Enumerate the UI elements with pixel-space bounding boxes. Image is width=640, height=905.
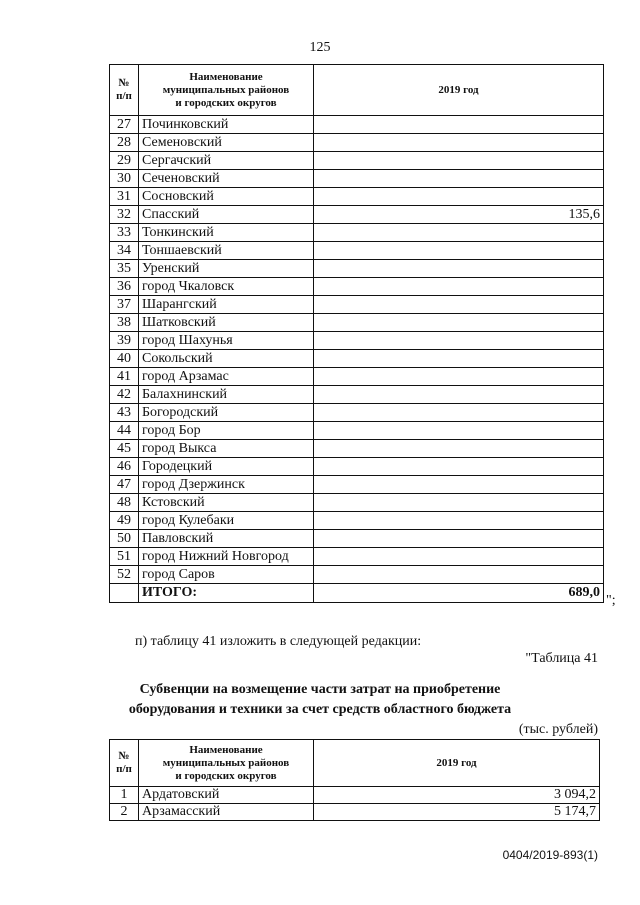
row-value <box>314 440 604 458</box>
municipality-name: Починковский <box>139 116 314 134</box>
municipality-name: Ардатовский <box>139 787 314 804</box>
row-number: 35 <box>110 260 139 278</box>
row-number: 1 <box>110 787 139 804</box>
municipality-name: Шатковский <box>139 314 314 332</box>
municipality-name: Сеченовский <box>139 170 314 188</box>
municipality-name: город Дзержинск <box>139 476 314 494</box>
municipality-name: Сосновский <box>139 188 314 206</box>
column-header-name: Наименование муниципальных районов и городских округов <box>139 740 314 787</box>
row-number: 27 <box>110 116 139 134</box>
row-value <box>314 368 604 386</box>
table-row <box>110 386 604 404</box>
table-row <box>110 170 604 188</box>
row-value <box>314 278 604 296</box>
row-number: 40 <box>110 350 139 368</box>
row-value <box>314 242 604 260</box>
row-number: 48 <box>110 494 139 512</box>
row-number: 51 <box>110 548 139 566</box>
table-row <box>110 422 604 440</box>
municipality-name: город Кулебаки <box>139 512 314 530</box>
row-value: 3 094,2 <box>314 787 600 804</box>
row-value <box>314 494 604 512</box>
column-header-year: 2019 год <box>314 65 604 116</box>
municipality-name: Спасский <box>139 206 314 224</box>
table-row <box>110 368 604 386</box>
row-value <box>314 188 604 206</box>
municipality-name: Сокольский <box>139 350 314 368</box>
row-number: 42 <box>110 386 139 404</box>
row-number: 44 <box>110 422 139 440</box>
table-label: "Таблица 41 <box>525 651 598 666</box>
row-number: 39 <box>110 332 139 350</box>
page-number: 125 <box>309 40 331 55</box>
table-row <box>110 188 604 206</box>
total-label: ИТОГО: <box>139 584 314 603</box>
column-header-name: Наименование муниципальных районов и городских округов <box>139 65 314 116</box>
table-row <box>110 134 604 152</box>
subsidy-table-continued <box>109 64 604 603</box>
table-title-line-1: Субвенции на возмещение части затрат на приобретение <box>139 682 501 697</box>
municipality-name: Уренский <box>139 260 314 278</box>
table-row <box>110 278 604 296</box>
table-title-line-2: оборудования и техники за счет средств областного бюджета <box>128 702 512 717</box>
column-header-year: 2019 год <box>314 740 600 787</box>
municipality-name: Городецкий <box>139 458 314 476</box>
row-number: 29 <box>110 152 139 170</box>
row-value <box>314 458 604 476</box>
municipality-name: Кстовский <box>139 494 314 512</box>
municipality-name: город Арзамас <box>139 368 314 386</box>
row-value <box>314 350 604 368</box>
document-code: 0404/2019-893(1) <box>502 848 598 862</box>
total-row <box>110 584 604 603</box>
closing-quote: "; <box>606 593 616 608</box>
row-number: 43 <box>110 404 139 422</box>
row-value <box>314 476 604 494</box>
row-number: 37 <box>110 296 139 314</box>
table-row <box>110 804 600 821</box>
row-number: 49 <box>110 512 139 530</box>
municipality-name: Богородский <box>139 404 314 422</box>
row-number: 30 <box>110 170 139 188</box>
row-value <box>314 386 604 404</box>
municipality-name: Шарангский <box>139 296 314 314</box>
table-row <box>110 566 604 584</box>
amendment-paragraph: п) таблицу 41 изложить в следующей редакции: <box>135 634 422 649</box>
row-number: 38 <box>110 314 139 332</box>
row-value <box>314 116 604 134</box>
municipality-name: город Саров <box>139 566 314 584</box>
row-number: 36 <box>110 278 139 296</box>
municipality-name: Семеновский <box>139 134 314 152</box>
table-row <box>110 440 604 458</box>
municipality-name: Сергачский <box>139 152 314 170</box>
municipality-name: город Нижний Новгород <box>139 548 314 566</box>
table-row <box>110 494 604 512</box>
row-value <box>314 422 604 440</box>
subsidy-table-41 <box>109 739 600 821</box>
table-row <box>110 224 604 242</box>
column-header-number: № п/п <box>110 65 139 116</box>
municipality-name: Балахнинский <box>139 386 314 404</box>
row-number: 45 <box>110 440 139 458</box>
table-row <box>110 404 604 422</box>
municipality-name: Арзамасский <box>139 804 314 821</box>
row-value <box>314 566 604 584</box>
table-title <box>0 680 640 720</box>
row-value: 5 174,7 <box>314 804 600 821</box>
table-row <box>110 530 604 548</box>
total-num-cell <box>110 584 139 603</box>
row-number: 34 <box>110 242 139 260</box>
row-value <box>314 332 604 350</box>
row-value <box>314 296 604 314</box>
table-body <box>110 116 604 584</box>
table-row <box>110 296 604 314</box>
row-number: 50 <box>110 530 139 548</box>
table-row <box>110 116 604 134</box>
row-value <box>314 530 604 548</box>
row-value <box>314 314 604 332</box>
total-value: 689,0 <box>314 584 604 603</box>
row-value: 135,6 <box>314 206 604 224</box>
column-header-number: № п/п <box>110 740 139 787</box>
row-number: 28 <box>110 134 139 152</box>
row-value <box>314 224 604 242</box>
table-row <box>110 476 604 494</box>
table-row <box>110 787 600 804</box>
municipality-name: город Бор <box>139 422 314 440</box>
table-row <box>110 242 604 260</box>
table-row <box>110 350 604 368</box>
table-row <box>110 332 604 350</box>
row-number: 46 <box>110 458 139 476</box>
municipality-name: город Чкаловск <box>139 278 314 296</box>
municipality-name: город Выкса <box>139 440 314 458</box>
row-number: 32 <box>110 206 139 224</box>
row-number: 2 <box>110 804 139 821</box>
municipality-name: город Шахунья <box>139 332 314 350</box>
table-row <box>110 206 604 224</box>
table-row <box>110 512 604 530</box>
table-body <box>110 787 600 821</box>
row-value <box>314 260 604 278</box>
row-value <box>314 170 604 188</box>
row-number: 52 <box>110 566 139 584</box>
table-row <box>110 458 604 476</box>
municipality-name: Павловский <box>139 530 314 548</box>
row-value <box>314 152 604 170</box>
row-value <box>314 512 604 530</box>
table-row <box>110 548 604 566</box>
row-value <box>314 548 604 566</box>
municipality-name: Тонкинский <box>139 224 314 242</box>
row-value <box>314 404 604 422</box>
row-value <box>314 134 604 152</box>
row-number: 41 <box>110 368 139 386</box>
municipality-name: Тоншаевский <box>139 242 314 260</box>
table-row <box>110 152 604 170</box>
unit-label: (тыс. рублей) <box>518 722 598 737</box>
row-number: 31 <box>110 188 139 206</box>
row-number: 33 <box>110 224 139 242</box>
table-row <box>110 314 604 332</box>
table-row <box>110 260 604 278</box>
row-number: 47 <box>110 476 139 494</box>
